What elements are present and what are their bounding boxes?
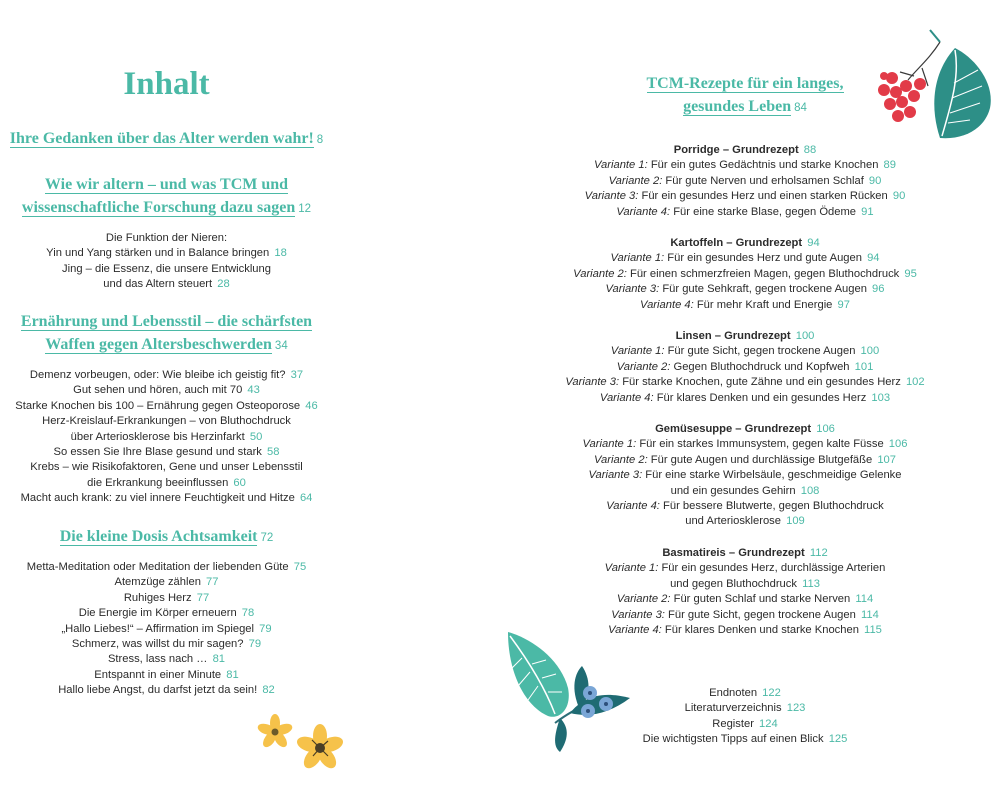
variant-label: Variante 3:: [611, 608, 665, 621]
toc-entry-text: Literaturverzeichnis: [684, 702, 782, 715]
recipe-variant[interactable]: [545, 298, 945, 313]
recipe-variant[interactable]: [545, 484, 945, 499]
toc-entry-text: Atemzüge zählen: [114, 576, 201, 589]
toc-entry-text: Jing – die Essenz, die unsere Entwicklung: [62, 262, 271, 275]
page-number: 122: [762, 687, 781, 699]
page-number: 101: [854, 360, 874, 373]
toc-entry-text: Schmerz, was willst du mir sagen?: [71, 638, 244, 651]
variant-text: Für klares Denken und ein gesundes Herz: [656, 391, 867, 404]
toc-entry[interactable]: [0, 491, 333, 506]
recipe-variant[interactable]: [545, 267, 945, 282]
page-number: 100: [795, 330, 815, 342]
section-heading-3[interactable]: [0, 310, 333, 358]
page-number: 75: [293, 561, 307, 573]
variant-label: Variante 2:: [593, 453, 648, 466]
toc-entry-text: und das Altern steuert: [103, 278, 213, 291]
variant-text: Für ein gesundes Herz und gute Augen: [667, 252, 862, 265]
recipe-variant[interactable]: [545, 514, 945, 529]
page-number: 79: [259, 622, 272, 635]
page-number: 123: [786, 702, 806, 715]
variant-label: Variante 2:: [573, 267, 627, 280]
page-number: 109: [786, 515, 805, 528]
variant-text: und gegen Bluthochdruck: [670, 577, 797, 590]
toc-entry-text: die Erkrankung beeinflussen: [87, 476, 229, 489]
variant-text: Für ein gesundes Herz und einen starken Rücken: [641, 190, 888, 203]
page-number: 88: [803, 144, 817, 156]
toc-entry[interactable]: [0, 262, 333, 277]
variant-text: Für gute Sicht, gegen trockene Augen: [667, 345, 856, 358]
page-number: 106: [816, 423, 835, 435]
variant-label: Variante 2:: [616, 360, 671, 373]
variant-label: Variante 4:: [608, 624, 662, 637]
variant-label: Variante 4:: [616, 205, 671, 218]
recipe-variant[interactable]: [545, 608, 945, 623]
toc-entry-text: Die Funktion der Nieren:: [105, 232, 228, 244]
page-number: 103: [871, 391, 891, 404]
page-number: 100: [860, 345, 880, 358]
variant-label: Variante 3:: [588, 469, 643, 482]
variant-label: Variante 1:: [594, 159, 648, 172]
recipe-title-text: Gemüsesuppe – Grundrezept: [655, 423, 812, 435]
toc-entry-text: So essen Sie Ihre Blase gesund und stark: [53, 446, 262, 459]
variant-text: Für starke Knochen, gute Zähne und ein gesundes Herz: [622, 376, 901, 389]
toc-entry-text: Endnoten: [709, 687, 758, 699]
recipe-variant[interactable]: [545, 251, 945, 266]
toc-entry[interactable]: [0, 460, 333, 475]
recipe-variant[interactable]: [545, 499, 945, 514]
toc-entry-text: über Arteriosklerose bis Herzinfarkt: [70, 430, 245, 443]
section-3-list: [0, 368, 333, 507]
recipe-variant[interactable]: [545, 391, 945, 406]
page-number: 112: [809, 547, 828, 559]
toc-entry[interactable]: [0, 652, 333, 667]
toc-entry-text: Krebs – wie Risikofaktoren, Gene und unser Lebensstil: [30, 461, 303, 474]
recipe-basmatireis: [545, 546, 945, 638]
page-number: 102: [905, 376, 925, 389]
toc-entry[interactable]: [0, 445, 333, 460]
page-number: 64: [299, 492, 313, 505]
page-number: 34: [274, 340, 288, 352]
toc-entry-text: Ruhiges Herz: [123, 591, 192, 604]
recipe-variant[interactable]: [545, 174, 945, 189]
page-number: 84: [794, 102, 807, 114]
variant-label: Variante 1:: [604, 562, 659, 575]
page-number: 114: [860, 608, 879, 621]
toc-entry[interactable]: [0, 231, 333, 246]
recipe-variant[interactable]: [545, 468, 945, 483]
recipes-heading[interactable]: [585, 72, 905, 120]
recipe-title-text: Linsen – Grundrezept: [675, 330, 791, 342]
recipe-variant[interactable]: [545, 360, 945, 375]
variant-text: Für einen schmerzfreien Magen, gegen Bluthochdruck: [629, 267, 900, 280]
recipe-title-text: Kartoffeln – Grundrezept: [670, 237, 803, 249]
variant-label: Variante 2:: [616, 593, 671, 606]
toc-entry[interactable]: [0, 476, 333, 491]
toc-entry-text: Entspannt in einer Minute: [94, 668, 222, 681]
toc-entry[interactable]: [0, 430, 333, 445]
toc-entry[interactable]: [0, 591, 333, 606]
recipe-variant[interactable]: [545, 344, 945, 359]
toc-entry-text: Register: [712, 717, 754, 730]
variant-text: Für eine starke Blase, gegen Ödeme: [673, 205, 857, 218]
toc-entry[interactable]: [0, 606, 333, 621]
variant-text: und Arteriosklerose: [685, 515, 781, 528]
page-number: 115: [864, 624, 882, 637]
page-number: 50: [249, 430, 263, 443]
variant-text: Für mehr Kraft und Energie: [696, 298, 833, 311]
page-number: 8: [316, 134, 324, 146]
page-number: 124: [759, 717, 778, 730]
page-number: 81: [212, 653, 226, 666]
section-heading-2-line2: wissenschaftliche Forschung dazu sagen: [21, 199, 296, 216]
recipe-title[interactable]: [545, 422, 945, 437]
toc-entry[interactable]: [0, 668, 333, 683]
variant-label: Variante 1:: [582, 438, 637, 451]
page-number: 125: [828, 733, 848, 746]
page-number: 46: [305, 399, 318, 412]
recipes-heading-line2: gesundes Leben: [683, 98, 792, 115]
page-number: 77: [206, 576, 219, 589]
variant-label: Variante 3:: [565, 376, 620, 389]
recipe-variant[interactable]: [545, 375, 945, 390]
recipe-title-text: Porridge – Grundrezept: [673, 144, 799, 156]
recipe-variant[interactable]: [545, 437, 945, 452]
toc-entry-text: „Hallo Liebes!“ – Affirmation im Spiegel: [61, 622, 254, 635]
toc-entry[interactable]: [0, 637, 333, 652]
variant-label: Variante 1:: [610, 252, 665, 265]
toc-entry[interactable]: [0, 277, 333, 292]
toc-entry[interactable]: [0, 414, 333, 429]
toc-entry[interactable]: [0, 246, 333, 261]
variant-label: Variante 4:: [606, 500, 660, 513]
recipe-gemuesesuppe: [545, 422, 945, 530]
section-heading-2[interactable]: [0, 173, 333, 221]
variant-text: Für bessere Blutwerte, gegen Bluthochdruck: [663, 500, 884, 513]
appendix-list: [595, 686, 895, 748]
page-number: 81: [226, 668, 239, 681]
variant-label: Variante 3:: [605, 283, 660, 296]
toc-entry[interactable]: [0, 383, 333, 398]
page-number: 90: [892, 190, 906, 203]
recipe-linsen: [545, 329, 945, 406]
variant-text: Für gute Sicht, gegen trockene Augen: [668, 608, 856, 621]
recipes-heading-line1: TCM-Rezepte für ein langes,: [646, 75, 844, 92]
page-number: 37: [290, 369, 304, 381]
page-number: 108: [800, 484, 820, 497]
toc-entry-text: Starke Knochen bis 100 – Ernährung gegen Osteoporose: [15, 399, 301, 412]
recipe-variant[interactable]: [545, 561, 945, 576]
flower-icon: [253, 710, 353, 775]
toc-entry-text: Die wichtigsten Tipps auf einen Blick: [642, 733, 824, 746]
variant-text: Für klares Denken und starke Knochen: [664, 624, 859, 637]
toc-entry[interactable]: [0, 560, 333, 575]
section-2-list: [0, 231, 333, 293]
toc-entry[interactable]: [0, 399, 333, 414]
variant-text: Für gute Augen und durchlässige Blutgefäße: [650, 453, 873, 466]
page-number: 94: [867, 252, 880, 265]
recipe-variant[interactable]: [545, 592, 945, 607]
page-number: 18: [274, 247, 287, 260]
variant-text: Für ein starkes Immunsystem, gegen kalte Füsse: [639, 438, 884, 451]
toc-entry-text: Yin und Yang stärken und in Balance bringen: [46, 247, 270, 260]
recipe-title[interactable]: [545, 143, 945, 158]
variant-text: Für guten Schlaf und starke Nerven: [673, 593, 851, 606]
recipe-title[interactable]: [545, 236, 945, 251]
recipe-title-text: Basmatireis – Grundrezept: [662, 547, 805, 559]
variant-text: und ein gesundes Gehirn: [670, 484, 796, 497]
page-number: 107: [877, 453, 896, 466]
toc-entry[interactable]: [0, 575, 333, 590]
recipe-title[interactable]: [545, 329, 945, 344]
variant-text: Für gute Nerven und erholsamen Schlaf: [665, 174, 864, 187]
toc-entry-text: Metta-Meditation oder Meditation der liebenden Güte: [26, 561, 289, 573]
recipe-variant[interactable]: [545, 453, 945, 468]
section-heading-3-line1: Ernährung und Lebensstil – die schärfsten: [20, 313, 313, 330]
toc-entry-text: Gut sehen und hören, auch mit 70: [73, 384, 243, 397]
page-number: 113: [802, 577, 820, 590]
variant-text: Für ein gesundes Herz, durchlässige Arterien: [661, 562, 886, 575]
recipe-variant[interactable]: [545, 158, 945, 173]
section-heading-1-title: Ihre Gedanken über das Alter werden wahr!: [9, 130, 314, 147]
page-number: 72: [260, 532, 274, 544]
toc-entry-text: Demenz vorbeugen, oder: Wie bleibe ich geistig fit?: [29, 369, 286, 381]
variant-text: Für gute Sehkraft, gegen trockene Augen: [662, 283, 867, 296]
page-number: 58: [267, 446, 280, 459]
page-number: 114: [855, 593, 874, 606]
section-heading-2-line1: Wie wir altern – und was TCM und: [44, 176, 289, 193]
page-number: 78: [241, 607, 255, 620]
page-number: 60: [233, 476, 246, 489]
toc-entry-text: Macht auch krank: zu viel innere Feuchtigkeit und Hitze: [20, 492, 295, 505]
toc-entry-text: Hallo liebe Angst, du darfst jetzt da sein!: [58, 684, 258, 697]
recipe-porridge: [545, 143, 945, 220]
recipe-variant[interactable]: [545, 282, 945, 297]
variant-label: Variante 1:: [610, 345, 665, 358]
page-number: 96: [872, 283, 885, 296]
toc-entry[interactable]: [0, 622, 333, 637]
page-number: 94: [807, 237, 820, 249]
toc-entry[interactable]: [595, 732, 895, 747]
variant-text: Gegen Bluthochdruck und Kopfweh: [673, 360, 850, 373]
toc-entry[interactable]: [0, 683, 333, 698]
page-number: 95: [904, 267, 917, 280]
toc-entry-text: Herz-Kreislauf-Erkrankungen – von Bluthochdruck: [42, 415, 291, 428]
toc-entry[interactable]: [595, 686, 895, 701]
toc-entry[interactable]: [595, 717, 895, 732]
variant-text: Für eine starke Wirbelsäule, geschmeidige Gelenke: [645, 469, 902, 482]
page-number: 91: [861, 205, 874, 218]
page-number: 90: [868, 174, 882, 187]
variant-label: Variante 4:: [599, 391, 654, 404]
variant-label: Variante 3:: [584, 190, 639, 203]
variant-label: Variante 2:: [608, 174, 663, 187]
section-heading-1[interactable]: [0, 127, 333, 152]
section-heading-3-line2: Waffen gegen Altersbeschwerden: [45, 336, 272, 353]
recipe-title[interactable]: [545, 546, 945, 561]
variant-label: Variante 4:: [640, 298, 694, 311]
toc-entry-text: Stress, lass nach …: [107, 653, 208, 666]
leaf-branch-icon: [500, 628, 640, 753]
toc-entry-text: Die Energie im Körper erneuern: [78, 607, 237, 620]
recipe-variant[interactable]: [545, 577, 945, 592]
recipe-variant[interactable]: [545, 205, 945, 220]
page-number: 106: [888, 438, 908, 451]
page-number: 43: [247, 384, 260, 397]
page-number: 82: [262, 684, 275, 697]
page-number: 97: [837, 298, 850, 311]
page-number: 89: [883, 159, 896, 172]
page-number: 79: [248, 638, 262, 651]
page-number: 28: [217, 278, 230, 291]
section-4-list: [0, 560, 333, 699]
recipe-variant[interactable]: [545, 189, 945, 204]
page-title: Inhalt: [123, 66, 210, 102]
toc-entry[interactable]: [595, 701, 895, 716]
section-heading-4[interactable]: [0, 525, 333, 550]
page-number: 77: [196, 591, 210, 604]
page-number: 12: [298, 203, 312, 215]
section-heading-4-title: Die kleine Dosis Achtsamkeit: [59, 528, 258, 545]
berry-branch-icon: [870, 28, 1000, 143]
variant-text: Für ein gutes Gedächtnis und starke Knochen: [650, 159, 879, 172]
recipe-kartoffeln: [545, 236, 945, 313]
toc-entry[interactable]: [0, 368, 333, 383]
